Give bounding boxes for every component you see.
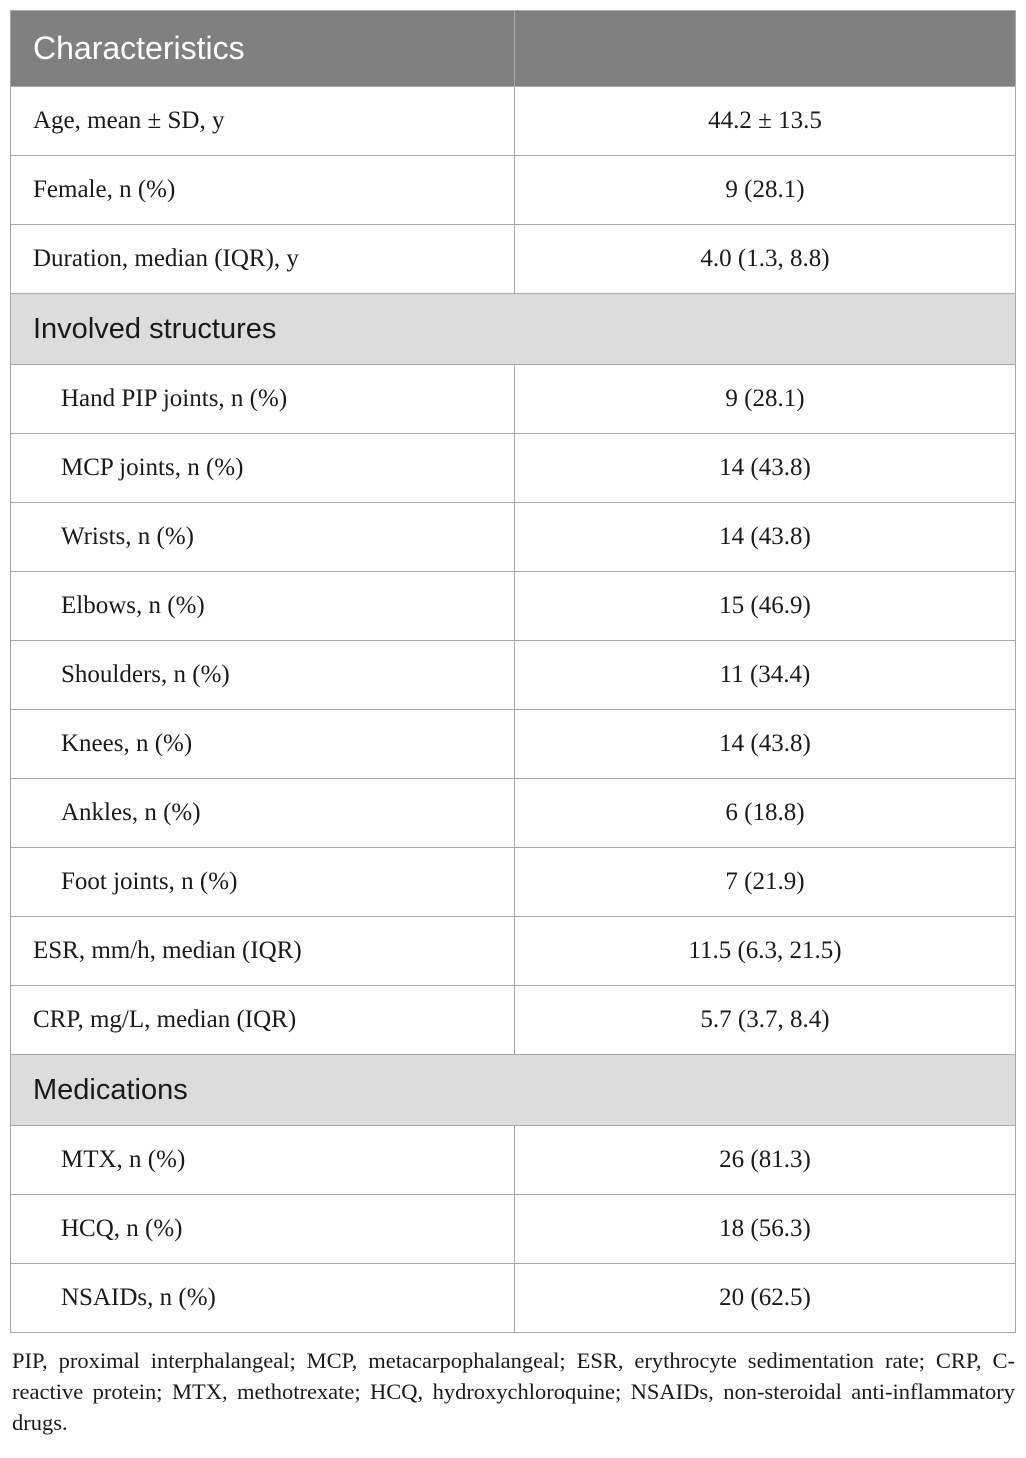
table-row	[11, 1264, 1016, 1333]
section-header-row	[11, 294, 1016, 365]
row-value-cell: 44.2 ± 13.5	[515, 87, 1016, 156]
table-row	[11, 434, 1016, 503]
row-value-cell: 11.5 (6.3, 21.5)	[515, 917, 1016, 986]
section-header-row	[11, 1055, 1016, 1126]
row-value-cell: 6 (18.8)	[515, 779, 1016, 848]
row-label-cell: MCP joints, n (%)	[11, 434, 515, 503]
section-header-label: Involved structures	[11, 294, 1016, 365]
table-row	[11, 87, 1016, 156]
row-label-cell: Female, n (%)	[11, 156, 515, 225]
row-label-cell: Duration, median (IQR), y	[11, 225, 515, 294]
table-row	[11, 641, 1016, 710]
row-value-cell: 26 (81.3)	[515, 1126, 1016, 1195]
row-label-cell: Age, mean ± SD, y	[11, 87, 515, 156]
table-header-row	[11, 11, 1016, 87]
table-footnote: PIP, proximal interphalangeal; MCP, metacarpophalangeal; ESR, erythrocyte sedimentation rate; CRP, C-reactive protein; MTX, methotrexate; HCQ, hydroxychloroquine; NSAIDs, non-steroidal anti-inflammatory drugs.	[12, 1348, 1015, 1435]
row-label-cell: ESR, mm/h, median (IQR)	[11, 917, 515, 986]
row-value-cell: 14 (43.8)	[515, 503, 1016, 572]
table-row	[11, 710, 1016, 779]
row-label-cell: NSAIDs, n (%)	[11, 1264, 515, 1333]
table-row	[11, 917, 1016, 986]
table-body	[11, 11, 1016, 1333]
row-label-cell: Knees, n (%)	[11, 710, 515, 779]
row-value-cell: 14 (43.8)	[515, 710, 1016, 779]
section-header-label: Medications	[11, 1055, 1016, 1126]
row-value-cell: 11 (34.4)	[515, 641, 1016, 710]
table-row	[11, 156, 1016, 225]
row-value-cell: 9 (28.1)	[515, 156, 1016, 225]
row-label-cell: Wrists, n (%)	[11, 503, 515, 572]
row-value-cell: 20 (62.5)	[515, 1264, 1016, 1333]
table-row	[11, 986, 1016, 1055]
row-value-cell: 5.7 (3.7, 8.4)	[515, 986, 1016, 1055]
characteristics-table	[10, 10, 1016, 1333]
row-label-cell: Elbows, n (%)	[11, 572, 515, 641]
table-row	[11, 1195, 1016, 1264]
row-label-cell: Hand PIP joints, n (%)	[11, 365, 515, 434]
row-value-cell: 7 (21.9)	[515, 848, 1016, 917]
row-value-cell: 18 (56.3)	[515, 1195, 1016, 1264]
table-row	[11, 1126, 1016, 1195]
row-label-cell: CRP, mg/L, median (IQR)	[11, 986, 515, 1055]
row-value-cell: 15 (46.9)	[515, 572, 1016, 641]
table-row	[11, 225, 1016, 294]
table-row	[11, 572, 1016, 641]
row-value-cell: 4.0 (1.3, 8.8)	[515, 225, 1016, 294]
row-label-cell: Shoulders, n (%)	[11, 641, 515, 710]
table-row	[11, 848, 1016, 917]
table-row	[11, 779, 1016, 848]
row-label-cell: Ankles, n (%)	[11, 779, 515, 848]
table-row	[11, 503, 1016, 572]
row-label-cell: Foot joints, n (%)	[11, 848, 515, 917]
row-value-cell: 9 (28.1)	[515, 365, 1016, 434]
row-value-cell: 14 (43.8)	[515, 434, 1016, 503]
row-label-cell: MTX, n (%)	[11, 1126, 515, 1195]
row-label-cell: HCQ, n (%)	[11, 1195, 515, 1264]
header-characteristics-cell: Characteristics	[11, 11, 515, 87]
header-value-cell	[515, 11, 1016, 87]
table-row	[11, 365, 1016, 434]
